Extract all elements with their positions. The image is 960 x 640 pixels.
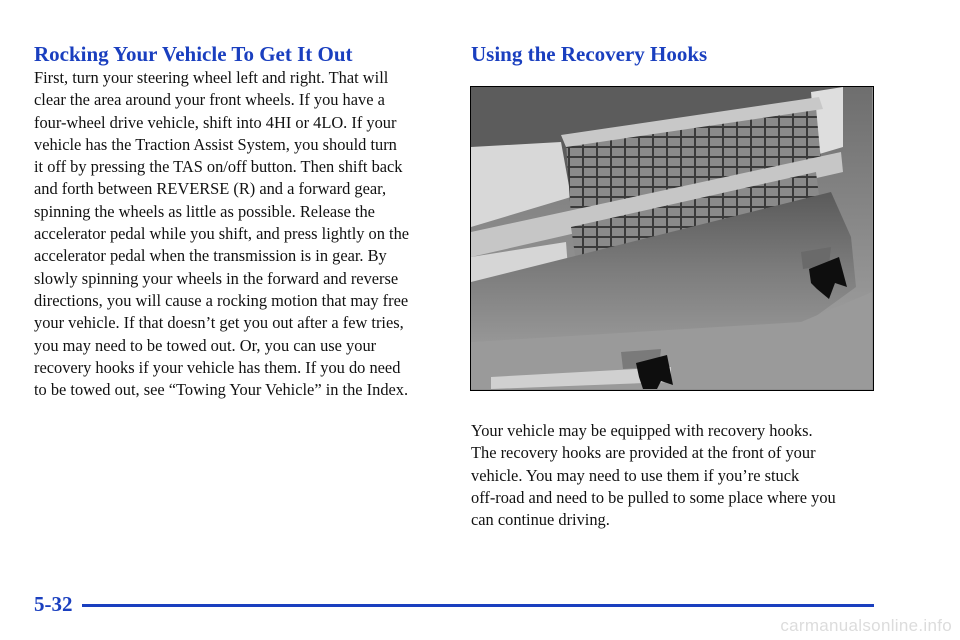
paragraph-line: four-wheel drive vehicle, shift into 4HI or 4LO. If your — [34, 112, 397, 132]
paragraph-line: vehicle. You may need to use them if you’re stuck — [471, 465, 800, 485]
page-number: 5-32 — [34, 592, 73, 616]
paragraph-line: vehicle has the Traction Assist System, you should turn — [34, 134, 397, 154]
paragraph-line: your vehicle. If that doesn’t get you out after a few tries, — [34, 313, 404, 333]
paragraph-line: you may need to be towed out. Or, you can use your — [34, 335, 377, 355]
photo-illustration — [471, 87, 872, 389]
paragraph-line: directions, you will cause a rocking motion that may free — [34, 290, 409, 310]
paragraph-line: slowly spinning your wheels in the forward and reverse — [34, 268, 399, 288]
paragraph-line: accelerator pedal while you shift, and press lightly on the — [34, 224, 410, 244]
paragraph-line: spinning the wheels as little as possible. Release the — [34, 201, 375, 221]
paragraph-line: accelerator pedal when the transmission is in gear. By — [34, 246, 387, 266]
paragraph-line: First, turn your steering wheel left and right. That will — [34, 68, 389, 87]
watermark: carmanualsonline.info — [780, 616, 952, 635]
section-heading-recovery-hooks: Using the Recovery Hooks — [471, 42, 708, 66]
recovery-hooks-paragraph — [471, 420, 881, 531]
paragraph-line: clear the area around your front wheels. If you have a — [34, 90, 385, 110]
paragraph-line: to be towed out, see “Towing Your Vehicle” in the Index. — [34, 380, 409, 400]
paragraph-line: Your vehicle may be equipped with recovery hooks. — [471, 421, 813, 440]
footer-divider — [82, 604, 874, 607]
paragraph-line: off-road and need to be pulled to some place where you — [471, 487, 836, 507]
paragraph-line: recovery hooks if your vehicle has them. If you do need — [34, 357, 401, 377]
paragraph-line: it off by pressing the TAS on/off button. Then shift back — [34, 157, 403, 177]
rocking-vehicle-paragraph — [34, 67, 446, 401]
paragraph-line: and forth between REVERSE (R) and a forward gear, — [34, 179, 387, 199]
vehicle-front-recovery-hooks-photo — [470, 86, 874, 391]
paragraph-line: can continue driving. — [471, 510, 610, 530]
paragraph-line: The recovery hooks are provided at the front of your — [471, 443, 816, 463]
section-heading-rocking-vehicle: Rocking Your Vehicle To Get It Out — [34, 42, 353, 66]
